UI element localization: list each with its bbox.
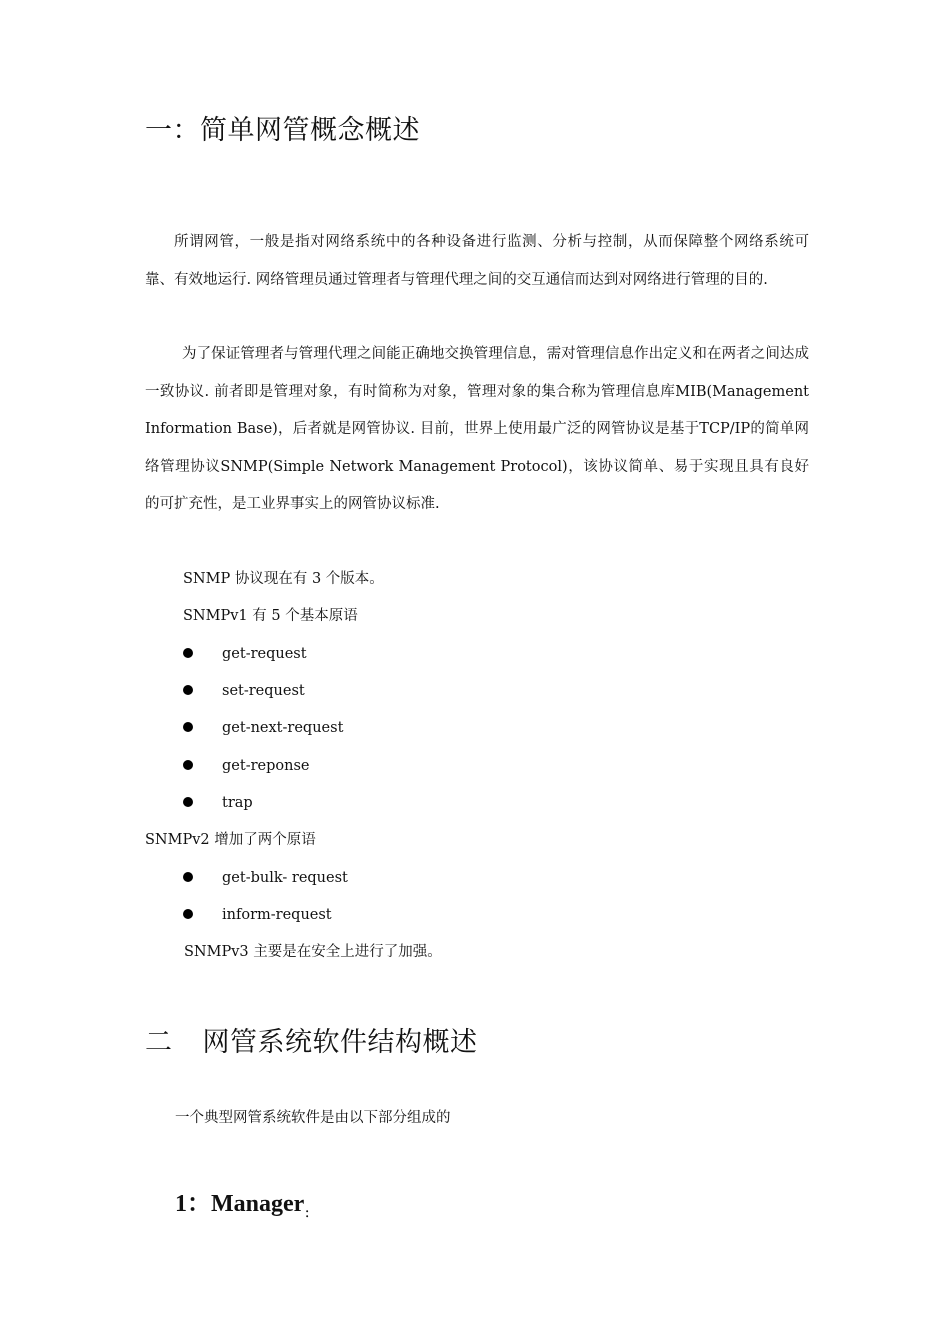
section2-title-number: 二 [145, 1027, 173, 1058]
section1-title: 一：简单网管概念概述 [145, 115, 420, 146]
list-item: inform-request [222, 907, 332, 923]
section2-intro: 一个典型网管系统软件是由以下部分组成的 [175, 1110, 451, 1126]
list-item: get-bulk- request [222, 870, 348, 886]
subsection-manager-title [175, 1192, 316, 1219]
list-item: set-request [222, 683, 305, 699]
subsection-colon: ： [304, 1206, 317, 1220]
list-item: trap [222, 795, 253, 811]
subsection-label: Manager [211, 1191, 305, 1217]
list-item: get-request [222, 646, 307, 662]
subsection-number: 1： [175, 1191, 211, 1217]
list-item: get-reponse [222, 758, 310, 774]
snmpv2-line: SNMPv2 增加了两个原语 [145, 832, 316, 848]
bullet-icon [183, 760, 193, 770]
snmpv3-line: SNMPv3 主要是在安全上进行了加强。 [184, 944, 442, 960]
bullet-icon [183, 797, 193, 807]
bullet-icon [183, 872, 193, 882]
bullet-icon [183, 685, 193, 695]
versions-line: SNMP 协议现在有 3 个版本。 [183, 571, 384, 587]
section2-title [145, 1029, 478, 1056]
bullet-icon [183, 722, 193, 732]
snmpv1-line: SNMPv1 有 5 个基本原语 [183, 608, 358, 624]
section1-paragraph-1: 所谓网管，一般是指对网络系统中的各种设备进行监测、分析与控制，从而保障整个网络系统可靠、有效地运行. 网络管理员通过管理者与管理代理之间的交互通信而达到对网络进行管理的目的. [145, 234, 809, 288]
bullet-icon [183, 648, 193, 658]
list-item: get-next-request [222, 720, 344, 736]
bullet-icon [183, 909, 193, 919]
section1-paragraph-2: 为了保证管理者与管理代理之间能正确地交换管理信息，需对管理信息作出定义和在两者之间达成一致协议. 前者即是管理对象，有时简称为对象，管理对象的集合称为管理信息库MIB(Management Information Base)，后者就是网管协议. 目前，世界上使用最广泛的网管协议是基于TCP/IP的简单网络管理协议SNMP(Simple Network Management Protocol)，该协议简单、易于实现且具有良好的可扩充性，是工业界事实上的网管协议标准. [145, 346, 809, 512]
section2-title-text: 网管系统软件结构概述 [202, 1027, 478, 1058]
